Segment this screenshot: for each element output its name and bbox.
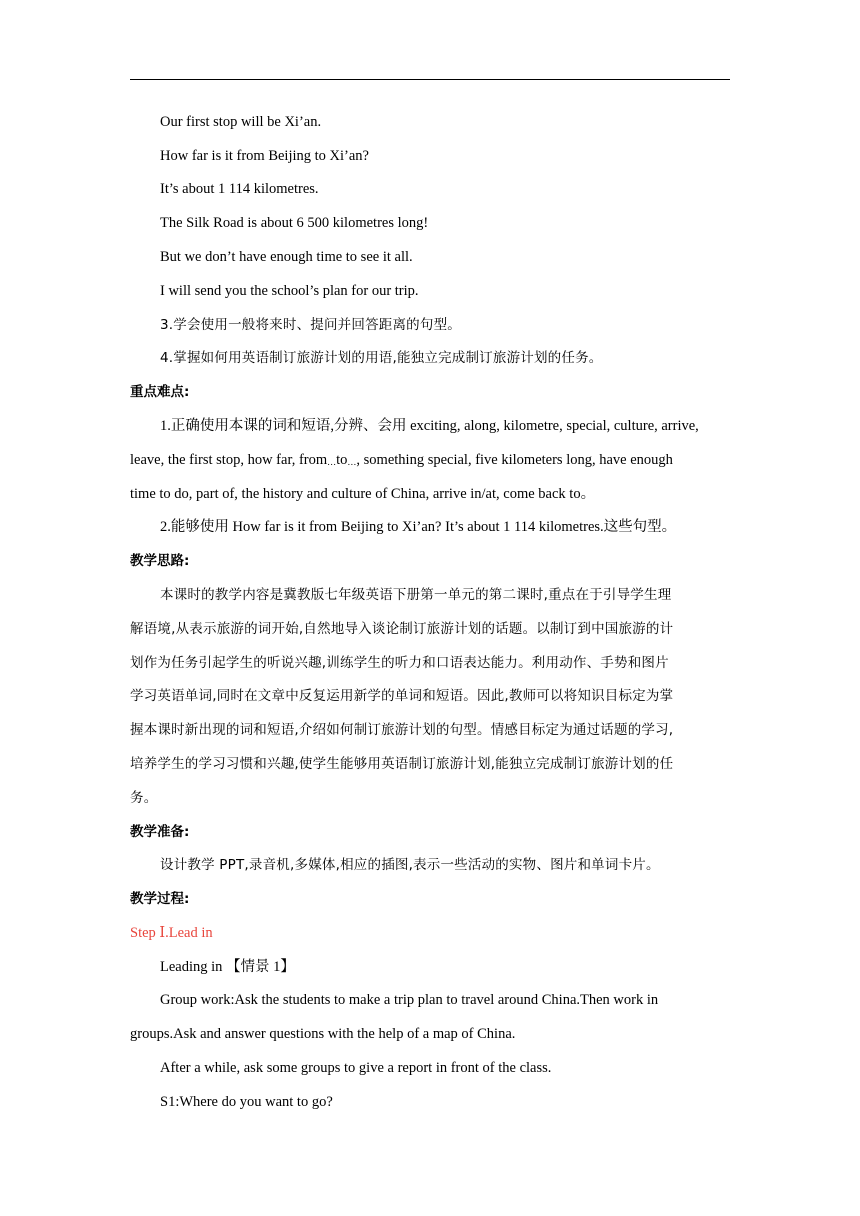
goal-3: 3.学会使用一般将来时、提问并回答距离的句型。 — [160, 317, 461, 333]
teaching-idea-line: 本课时的教学内容是冀教版七年级英语下册第一单元的第二课时,重点在于引导学生理 — [160, 587, 672, 603]
ellipsis-mark: … — [347, 457, 357, 467]
key-point-text: to — [336, 452, 348, 468]
dialogue-line: I will send you the school’s plan for our trip. — [160, 283, 419, 299]
key-point-2: 2.能够使用 How far is it from Beijing to Xi’an? It’s about 1 114 kilometres.这些句型。 — [160, 519, 677, 535]
dialogue-line: The Silk Road is about 6 500 kilometres long! — [160, 215, 429, 231]
preparation-text: 设计教学 PPT,录音机,多媒体,相应的插图,表示一些活动的实物、图片和单词卡片。 — [160, 857, 660, 873]
key-points-heading: 重点难点: — [130, 384, 190, 400]
preparation-heading: 教学准备: — [130, 824, 190, 840]
group-work-line-2: groups.Ask and answer questions with the help of a map of China. — [130, 1026, 516, 1042]
dialogue-line: Our first stop will be Xi’an. — [160, 114, 322, 130]
teaching-idea-line: 划作为任务引起学生的听说兴趣,训练学生的听力和口语表达能力。利用动作、手势和图片 — [130, 655, 669, 671]
key-point-text: leave, the first stop, how far, from — [130, 452, 328, 468]
teaching-idea-line: 培养学生的学习习惯和兴趣,使学生能够用英语制订旅游计划,能独立完成制订旅游计划的任 — [130, 756, 674, 772]
teaching-idea-line: 务。 — [130, 790, 158, 806]
key-point-1-line-3: time to do, part of, the history and culture of China, arrive in/at, come back to。 — [130, 486, 596, 502]
key-point-text: , something special, five kilometers long, have enough — [356, 452, 673, 468]
step-1-title: Step Ⅰ.Lead in — [130, 925, 213, 941]
leading-in: Leading in 【情景 1】 — [160, 959, 295, 975]
teaching-idea-line: 握本课时新出现的词和短语,介绍如何制订旅游计划的句型。情感目标定为通过话题的学习, — [130, 722, 674, 738]
dialogue-line: It’s about 1 114 kilometres. — [160, 181, 319, 197]
ellipsis-mark: … — [327, 457, 337, 467]
goal-4: 4.掌握如何用英语制订旅游计划的用语,能独立完成制订旅游计划的任务。 — [160, 350, 603, 366]
header-rule — [130, 79, 730, 80]
key-point-1-line-2 — [130, 450, 730, 472]
after-while: After a while, ask some groups to give a report in front of the class. — [160, 1060, 552, 1076]
teaching-idea-line: 学习英语单词,同时在文章中反复运用新学的单词和短语。因此,教师可以将知识目标定为掌 — [130, 688, 674, 704]
dialogue-line: How far is it from Beijing to Xi’an? — [160, 148, 369, 164]
teaching-idea-heading: 教学思路: — [130, 553, 190, 569]
process-heading: 教学过程: — [130, 891, 190, 907]
dialogue-line: But we don’t have enough time to see it all. — [160, 249, 413, 265]
group-work-line-1: Group work:Ask the students to make a trip plan to travel around China.Then work in — [160, 992, 659, 1008]
student-1-question: S1:Where do you want to go? — [160, 1094, 333, 1110]
teaching-idea-line: 解语境,从表示旅游的词开始,自然地导入谈论制订旅游计划的话题。以制订到中国旅游的计 — [130, 621, 674, 637]
key-point-1-line-1: 1.正确使用本课的词和短语,分辨、会用 exciting, along, kilometre, special, culture, arrive, — [160, 418, 699, 434]
